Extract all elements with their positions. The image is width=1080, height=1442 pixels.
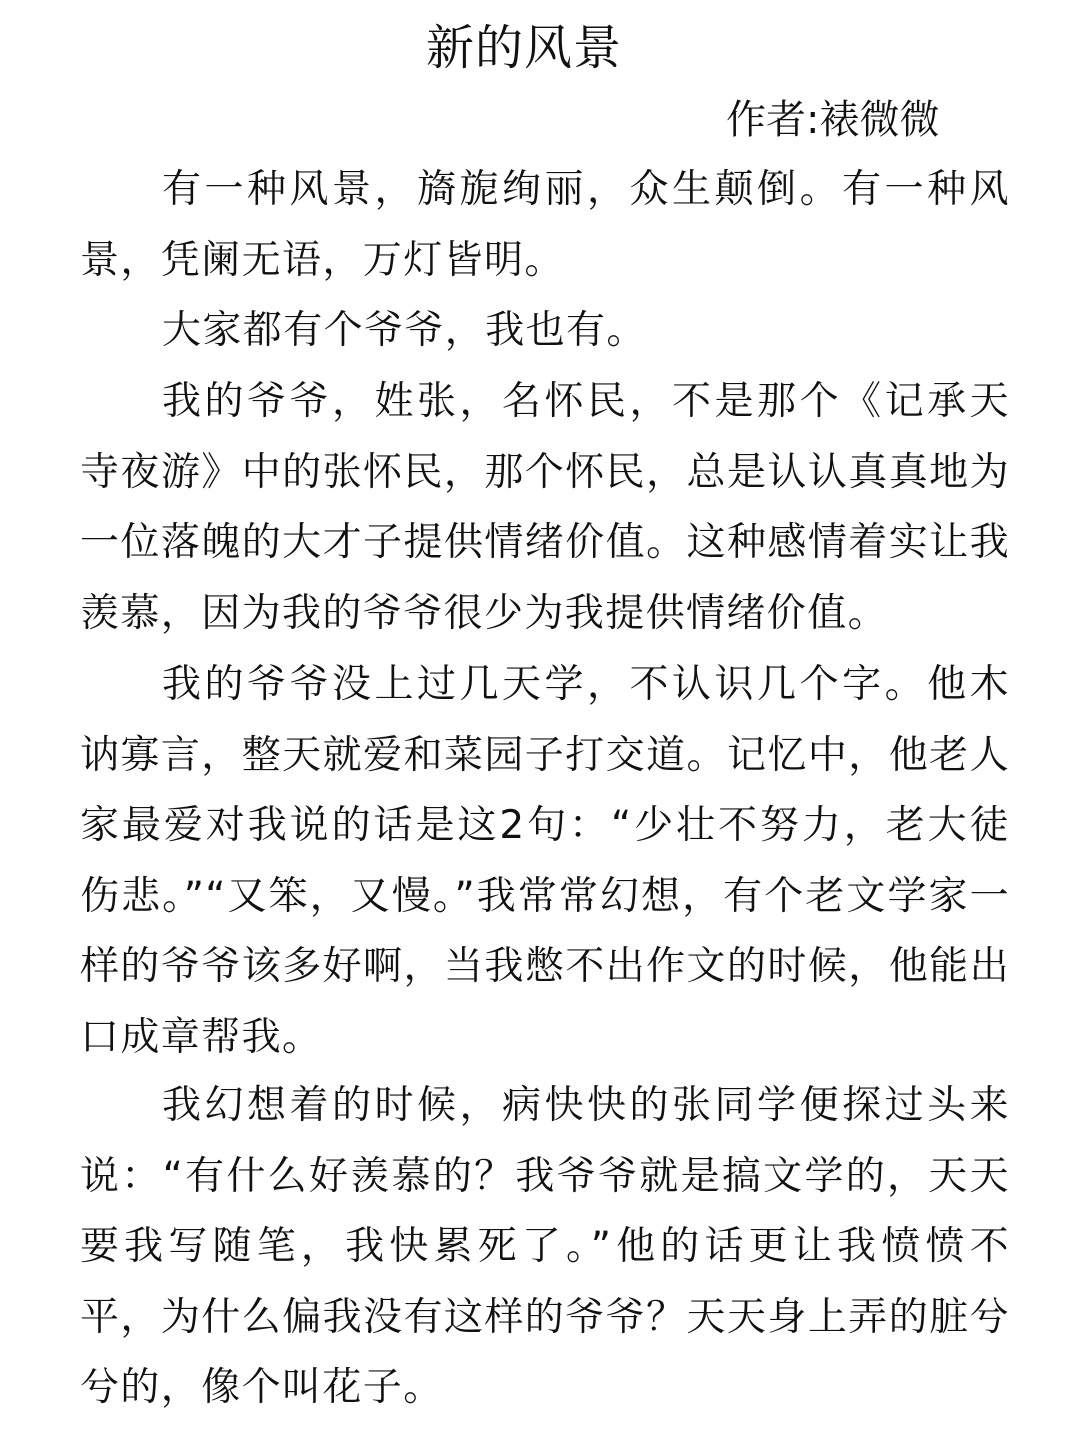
paragraph-5: 我幻想着的时候，病快快的张同学便探过头来说：“有什么好羡慕的？我爷爷就是搞文学的，天天要我写随笔，我快累死了。”他的话更让我愤愤不平，为什么偏我没有这样的爷爷？天天身上弄的脏兮兮的，像个叫花子。 [80, 1083, 1010, 1411]
paragraph-3: 我的爷爷，姓张，名怀民，不是那个《记承天寺夜游》中的张怀民，那个怀民，总是认认真真地为一位落魄的大才子提供情绪价值。这种感情着实让我羡慕，因为我的爷爷很少为我提供情绪价值。 [80, 379, 1010, 636]
page-title: 新的风景 [425, 20, 622, 76]
author-line: 作者:裱微微 [726, 97, 940, 143]
paragraph-1: 有一种风景，旖旎绚丽，众生颠倒。有一种风景，凭阑无语，万灯皆明。 [80, 167, 1010, 283]
paragraph-2: 大家都有个爷爷，我也有。 [162, 308, 647, 353]
paragraph-4: 我的爷爷没上过几天学，不认识几个字。他木讷寡言，整天就爱和菜园子打交道。记忆中，他老人家最爱对我说的话是这2句：“少壮不努力，老大徒伤悲。”“又笨，又慢。”我常常幻想，有个老文学家一样的爷爷该多好啊，当我憋不出作文的时候，他能出口成章帮我。 [80, 662, 1010, 1060]
